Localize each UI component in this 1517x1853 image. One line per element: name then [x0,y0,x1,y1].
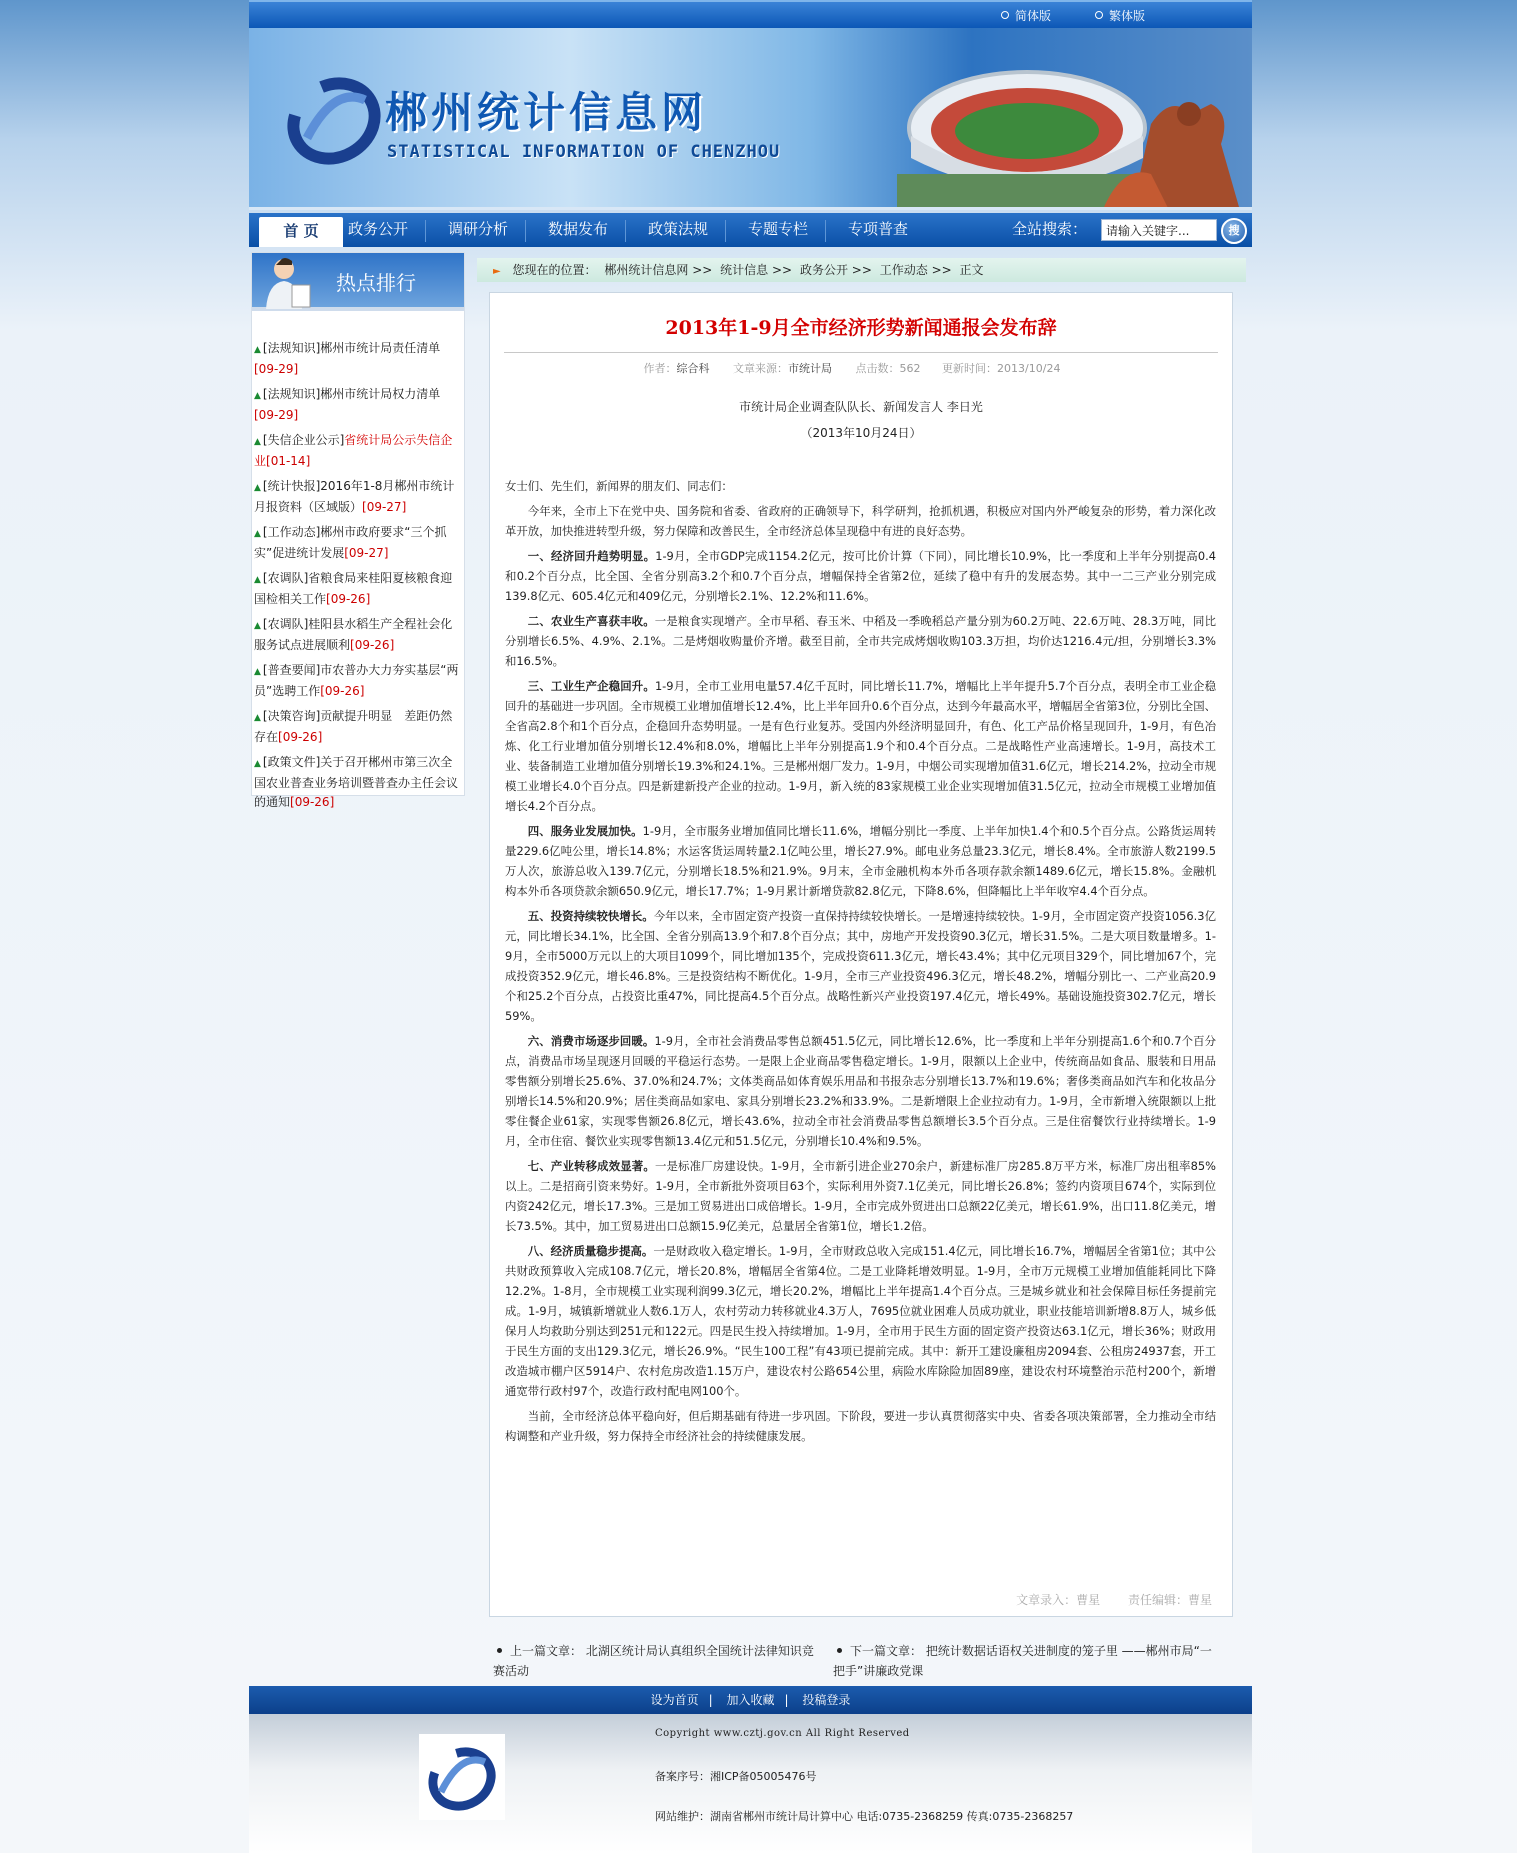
simplified-chinese-link[interactable]: 简体版 [997,7,1051,24]
article-footer [1016,1591,1212,1608]
source-label: 文章来源： [733,362,789,375]
hot-list-item[interactable] [252,385,464,425]
bullet-icon: ▲ [254,667,261,677]
site-logo-icon [279,66,389,176]
section-paragraph [505,546,1216,606]
hot-item-date: [09-26] [320,684,365,698]
article-title: 2013年1-9月全市经济形势新闻通报会发布辞 [665,317,1057,339]
breadcrumb-arrow-icon: ► [493,266,501,277]
section-heading: 三、工业生产企稳回升。 [527,679,655,693]
traditional-chinese-link[interactable]: 繁体版 [1091,7,1145,24]
section-text: 1-9月，全市服务业增加值同比增长11.6%，增幅分别比一季度、上半年加快1.4个和0.5个百分点。公路货运周转量229.6亿吨公里，增长14.8%；水运客货运周转量2.1亿吨公里，增长27.9%。邮电业务总量23.3亿元，增长8.4%。全市旅游人数2199.5万人次，旅游总收入139.7亿元，分别增长18.5%和21.9%。9月末，全市金融机构本外币各项存款余额1489.6亿元，增长15.8%。金融机构本外币各项贷款余额650.9亿元，增长17.7%；1-9月累计新增贷款82.8亿元，下降8.6%，但降幅比上半年收窄4.4个百分点。 [505,824,1216,898]
nav-government-affairs[interactable]: 政务公开 [347,220,408,238]
hot-list-item[interactable] [252,707,464,747]
hot-item-date: [09-26] [278,730,323,744]
entered-value: 曹星 [1076,1593,1101,1607]
submit-login-link[interactable]: 投稿登录 [802,1693,851,1707]
hot-item-date: [09-26] [350,638,395,652]
hot-item-title[interactable]: [农调队]桂阳县水稻生产全程社会化服务试点进展顺利 [254,617,453,652]
nav-policy-regulations[interactable]: 政策法规 [647,220,708,238]
nav-divider [625,220,626,242]
prev-article-link[interactable]: 北湖区统计局认真组织全国统计法律知识竞赛活动 [493,1644,814,1678]
hot-item-title[interactable]: [法规知识]郴州市统计局权力清单 [262,387,441,401]
hot-item-date: [01-14] [266,454,311,468]
section-paragraph [505,821,1216,901]
nav-divider [425,220,426,242]
hot-list-item[interactable] [252,753,464,812]
section-paragraph [505,1156,1216,1236]
section-text: 一是粮食实现增产。全市早稻、春玉米、中稻及一季晚稻总产量分别为60.2万吨、22.6万吨、28.3万吨，同比分别增长6.5%、4.9%、2.1%。二是烤烟收购量价齐增。截至目前，全市共完成烤烟收购103.3万担，均价达1216.4元/担，分别增长3.3%和16.5%。 [505,614,1216,668]
article-panel [489,292,1233,1617]
nav-divider [525,220,526,242]
section-heading: 七、产业转移成效显著。 [527,1159,655,1173]
section-text: 1-9月，全市工业用电量57.4亿千瓦时，同比增长11.7%，增幅比上半年提升5.7个百分点，表明全市工业企稳回升的基础进一步巩固。全市规模工业增加值增长12.4%，比上半年回升0.6个百分点，达到今年最高水平，增幅居全省第3位，分别比全国、全省高2.8个和1个百分点，企稳回升态势明显。一是有色行业复苏。受国内外经济明显回升，有色、化工产品价格呈现回升，1-9月，有色冶炼、化工行业增加值分别增长12.4%和8.0%，增幅比上半年分别提高1.9个和0.4个百分点。二是战略性产业高速增长。1-9月，高技术工业、装备制造工业增加值分别增长19.3%和24.1%。三是郴州烟厂发力。1-9月，中烟公司实现增加值31.6亿元，增长214.2%，拉动全市规模工业增长4.0个百分点。四是新建新投产企业的拉动。1-9月，新入统的83家规模工业企业实现增加值31.5亿元，拉动全市规模工业增加值增长4.2个百分点。 [505,679,1216,813]
hot-item-date: [09-26] [326,592,371,606]
hot-ranking-list [252,311,464,812]
hot-item-title[interactable]: [统计快报]2016年1-8月郴州市统计月报资料（区域版） [254,479,455,514]
hot-list-item[interactable] [252,339,464,379]
nav-divider [725,220,726,242]
prev-label: 上一篇文章： [510,1644,583,1658]
nav-special-topics[interactable]: 专题专栏 [747,220,808,238]
next-article-link[interactable]: 把统计数据话语权关进制度的笼子里 ——郴州市局“一把手”讲廉政党课 [833,1644,1212,1678]
hot-ranking-title: 热点排行 [336,271,416,295]
hot-item-date: [09-27] [344,546,389,560]
updated-label: 更新时间： [942,362,998,375]
section-heading: 八、经济质量稳步提高。 [527,1244,654,1258]
closing-paragraph: 当前，全市经济总体平稳向好，但后期基础有待进一步巩固。下阶段，要进一步认真贯彻落实中央、省委各项决策部署，全力推动全市结构调整和产业升级，努力保持全市经济社会的持续健康发展。 [505,1409,1216,1443]
breadcrumb-sep: >> [851,263,872,277]
article-meta [490,360,1232,376]
intro-paragraph: 今年来，全市上下在党中央、国务院和省委、省政府的正确领导下，科学研判，抢抓机遇，积极应对国内外严峻复杂的形势，着力深化改革开放，加快推进转型升级，努力保障和改善民生，全市经济总体呈现稳中有进的良好态势。 [505,504,1216,538]
clicks-value: 562 [899,362,921,375]
person-icon [262,255,314,309]
section-text: 1-9月，全市GDP完成1154.2亿元，按可比价计算（下同），同比增长10.9%，比一季度和上半年分别提高0.4和0.2个百分点，比全国、全省分别高3.2个和0.7个百分点，增幅保持全省第2位，延续了稳中有升的发展态势。其中一二三产业分别完成139.8亿元、605.4亿元和409亿元，分别增长2.1%、12.2%和11.6%。 [505,549,1216,603]
section-paragraph [505,906,1216,1026]
page-wrapper [249,0,1252,1853]
footer-logo-icon [419,1734,505,1820]
bullet-icon: ▲ [254,437,261,447]
footer-sep: | [784,1693,789,1707]
breadcrumb [477,258,1246,282]
maintainer-text: 网站维护：湖南省郴州市统计局计算中心 电话:0735-2368259 传真:0735-2368257 [655,1810,1074,1823]
copyright-text: Copyright www.cztj.gov.cn All Right Reserved [655,1728,910,1739]
top-bar [249,0,1252,28]
section-heading: 一、经济回升趋势明显。 [527,549,656,563]
site-footer [249,1714,1252,1853]
bullet-icon: ▲ [254,345,261,355]
section-heading: 二、农业生产喜获丰收。 [527,614,655,628]
editor-label: 责任编辑： [1127,1593,1188,1607]
breadcrumb-sep: >> [931,263,952,277]
bullet-icon: ▲ [254,759,261,769]
entered-label: 文章录入： [1016,1593,1077,1607]
icp-text: 备案序号：湘ICP备05005476号 [655,1770,817,1783]
search-input[interactable] [1101,219,1217,241]
section-heading: 四、服务业发展加快。 [527,824,643,838]
hot-item-title[interactable]: [政策文件]关于召开郴州市第三次全国农业普查业务培训暨普查办主任会议的通知 [254,755,459,809]
breadcrumb-sep: >> [692,263,713,277]
next-article [833,1641,1223,1681]
statue-image [1091,84,1252,210]
hot-item-date: [09-26] [290,795,335,809]
footer-link-bar [249,1686,1252,1714]
updated-value: 2013/10/24 [997,362,1061,375]
hot-item-title[interactable]: [失信企业公示] [262,433,345,447]
clicks-label: 点击数： [855,362,900,375]
breadcrumb-sep: >> [772,263,793,277]
breadcrumb-item[interactable]: 政务公开 [799,263,848,277]
hot-item-title[interactable]: [法规知识]郴州市统计局责任清单 [262,341,441,355]
hot-list-item[interactable] [252,661,464,701]
section-text: 一是财政收入稳定增长。1-9月，全市财政总收入完成151.4亿元，同比增长16.7%，增幅居全省第1位；其中公共财政预算收入完成108.7亿元，增长20.8%，增幅居全省第4位。二是工业降耗增效明显。1-9月，全市万元规模工业增加值能耗同比下降12.2%。1-8月，全市规模工业实现利润99.3亿元，增长20.2%，增幅比上半年提高1.4个百分点。三是城乡就业和社会保障目标任务提前完成。1-9月，城镇新增就业人数6.1万人，农村劳动力转移就业4.3万人，7695位就业困难人员成功就业，职业技能培训新增8.8万人，城乡低保月人均救助分别达到251元和122元。四是民生投入持续增加。1-9月，全市用于民生方面的固定资产投资达63.1亿元，增长36%；财政用于民生方面的支出129.3亿元，增长26.9%。“民生100工程”有43项已提前完成。其中：新开工建设廉租房2094套、公租房24937套，开工改造城市棚户区5914户、农村危房改造1.15万户，建设农村公路654公里，病险水库除险加固89座，建设农村环境整治示范村200个，新增通宽带行政村97个，改造行政村配电网100个。 [505,1244,1216,1398]
nav-data-release[interactable]: 数据发布 [547,220,608,238]
author-value: 综合科 [676,362,710,375]
site-subtitle: STATISTICAL INFORMATION OF CHENZHOU [387,142,781,162]
hot-item-date: [09-29] [254,408,299,422]
bullet-icon: ▲ [254,391,261,401]
hot-ranking-header [252,253,464,311]
source-value: 市统计局 [788,362,833,375]
section-heading: 六、消费市场逐步回暖。 [527,1034,655,1048]
breadcrumb-item[interactable]: 工作动态 [879,263,928,277]
hot-item-title[interactable]: [工作动态]郴州市政府要求“三个抓实”促进统计发展 [254,525,447,560]
author-label: 作者： [643,362,677,375]
hot-list-item[interactable] [252,431,464,471]
hot-list-item[interactable] [252,615,464,655]
hot-list-item[interactable] [252,569,464,609]
section-text: 一是标准厂房建设快。1-9月，全市新引进企业270余户，新建标准厂房285.8万平方米，标准厂房出租率85%以上。二是招商引资来势好。1-9月，全市新批外资项目63个，实际利用外资7.1亿美元，同比增长26.8%；签约内资项目674个，实际到位内资242亿元，增长17.3%。三是加工贸易进出口成倍增长。1-9月，全市完成外贸进出口总额22亿美元，增长61.9%，出口11.8亿美元，增长73.5%。其中，加工贸易进出口总额15.9亿美元，总量居全省第1位，增长1.2倍。 [505,1159,1216,1233]
site-title: 郴州统计信息网 [385,88,708,137]
hot-item-date: [09-27] [362,500,407,514]
greeting-paragraph: 女士们、先生们，新闻界的朋友们、同志们： [505,479,733,493]
breadcrumb-current: 正文 [959,263,984,277]
hot-list-item[interactable] [252,523,464,563]
bullet-icon: ▲ [254,621,261,631]
bullet-icon [497,1648,502,1653]
date-line: （2013年10月24日） [800,426,922,440]
section-heading: 五、投资持续较快增长。 [527,909,654,923]
nav-special-census[interactable]: 专项普查 [847,220,908,238]
search-button[interactable]: 搜 [1221,218,1247,244]
section-paragraph [505,611,1216,671]
bullet-icon: ▲ [254,575,261,585]
hot-list-item[interactable] [252,477,464,517]
editor-value: 曹星 [1187,1593,1212,1607]
nav-home[interactable]: 首 页 [259,217,343,247]
bullet-icon: ▲ [254,483,261,493]
article-sections [505,546,1216,1401]
section-paragraph [505,1241,1216,1401]
hot-ranking-sidebar [251,252,465,809]
section-paragraph [505,1031,1216,1151]
section-text: 1-9月，全市社会消费品零售总额451.5亿元，同比增长12.6%，比一季度和上半年分别提高1.6个和0.7个百分点，消费品市场呈现逐月回暖的平稳运行态势。一是限上企业商品零售稳定增长。1-9月，限额以上企业中，传统商品如食品、服装和日用品零售额分别增长25.6%、37.0%和24.7%；文体类商品如体育娱乐用品和书报杂志分别增长13.7%和19.6%；奢侈类商品如汽车和化妆品分别增长14.5%和20.9%；居住类商品如家电、家具分别增长23.2%和33.9%。二是新增限上企业拉动有力。1-9月，全市新增入统限额以上批零住餐企业61家，实现零售额26.8亿元，增长43.6%，拉动全市社会消费品零售总额增长3.5个百分点。三是住宿餐饮行业持续增长。1-9月，全市住宿、餐饮业实现零售额13.4亿元和51.5亿元，分别增长10.4%和9.5%。 [505,1034,1216,1148]
title-divider [504,352,1218,353]
section-text: 今年以来，全市固定资产投资一直保持持续较快增长。一是增速持续较快。1-9月，全市固定资产投资1056.3亿元，同比增长34.1%，比全国、全省分别高13.9个和7.8个百分点；其中，房地产开发投资90.3亿元，增长31.5%。二是大项目数量增多。1-9月，全市5000万元以上的大项目1099个，同比增加135个，完成投资611.3亿元，增长43.4%；其中亿元项目329个，同比增加67个，完成投资352.9亿元，增长46.8%。三是投资结构不断优化。1-9月，全市三产业投资496.3亿元，增长48.2%，增幅分别比一、二产业高20.9个和25.2个百分点，占投资比重47%，同比提高4.5个百分点。战略性新兴产业投资197.4亿元，增长49%。基础设施投资302.7亿元，增长59%。 [505,909,1216,1023]
add-favorite-link[interactable]: 加入收藏 [726,1693,775,1707]
nav-divider [825,220,826,242]
article-body [490,476,1232,1446]
site-banner [249,28,1252,210]
next-label: 下一篇文章： [850,1644,923,1658]
prev-article [493,1641,823,1681]
bullet-icon [837,1648,842,1653]
hot-item-highlight[interactable]: 省统计局公示失信企业 [254,433,453,468]
breadcrumb-item[interactable]: 郴州统计信息网 [604,263,689,277]
hot-item-title[interactable]: [普查要闻]市农普办大力夯实基层“两员”选聘工作 [254,663,459,698]
nav-research-analysis[interactable]: 调研分析 [447,220,508,238]
footer-sep: | [708,1693,713,1707]
hot-item-title[interactable]: [农调队]省粮食局来桂阳夏核粮食迎国检相关工作 [254,571,453,606]
breadcrumb-label: 您现在的位置： [512,263,597,277]
set-homepage-link[interactable]: 设为首页 [650,1693,699,1707]
breadcrumb-item[interactable]: 统计信息 [720,263,769,277]
hot-item-title[interactable]: [决策咨询]贡献提升明显 差距仍然存在 [254,709,453,744]
section-paragraph [505,676,1216,816]
hot-item-date: [09-29] [254,362,299,376]
speaker-line: 市统计局企业调查队队长、新闻发言人 李日光 [739,400,983,414]
search-label: 全站搜索： [1012,220,1088,238]
bullet-icon: ▲ [254,529,261,539]
bullet-icon: ▲ [254,713,261,723]
main-nav [249,213,1252,247]
